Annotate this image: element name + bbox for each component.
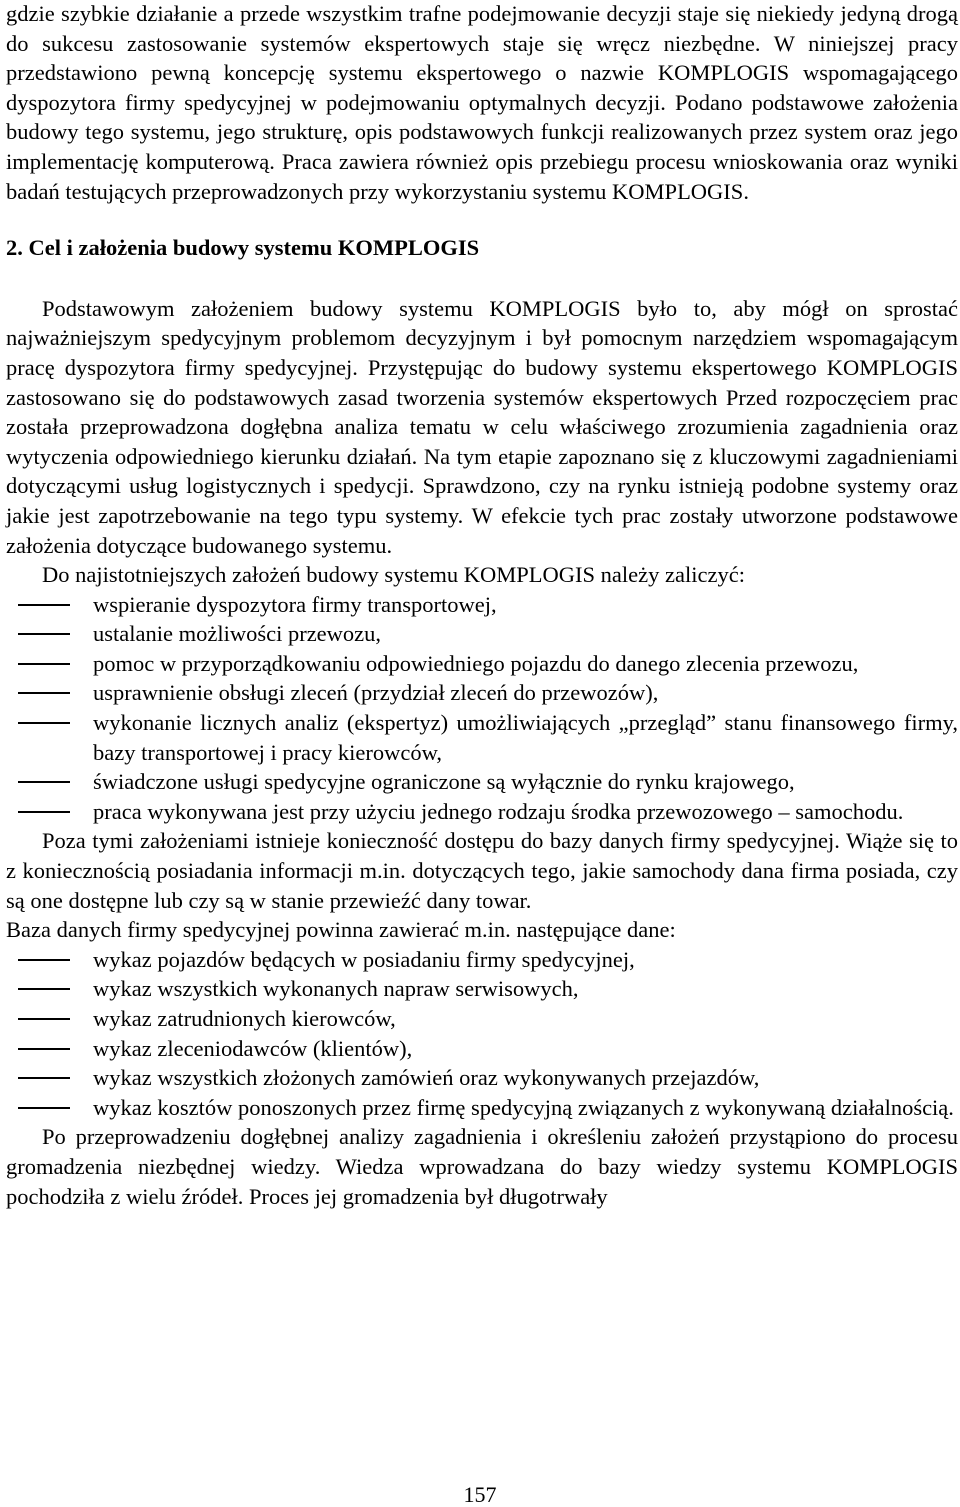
list-item: ustalanie możliwości przewozu, [6, 619, 958, 649]
dash-bullet [18, 1018, 70, 1020]
dash-bullet [18, 1048, 70, 1050]
dash-bullet [18, 663, 70, 665]
list-item: świadczone usługi spedycyjne ograniczone są wyłącznie do rynku krajowego, [6, 767, 958, 797]
dash-bullet [18, 604, 70, 606]
list-item: wykaz zleceniodawców (klientów), [6, 1034, 958, 1064]
dash-bullet [18, 1107, 70, 1109]
body-paragraph: Do najistotniejszych założeń budowy systemu KOMPLOGIS należy zaliczyć: [42, 562, 745, 588]
dash-bullet [18, 692, 70, 694]
list-item: wykaz zatrudnionych kierowców, [6, 1004, 958, 1034]
list-item: pomoc w przyporządkowaniu odpowiedniego pojazdu do danego zlecenia przewozu, [6, 649, 958, 679]
list-item: wykaz pojazdów będących w posiadaniu firmy spedycyjnej, [6, 945, 958, 975]
dash-bullet [18, 781, 70, 783]
assumptions-list [6, 590, 958, 827]
section-heading: 2. Cel i założenia budowy systemu KOMPLOGIS [6, 235, 480, 261]
list-item: wspieranie dyspozytora firmy transportowej, [6, 590, 958, 620]
dash-bullet [18, 959, 70, 961]
dash-bullet [18, 1077, 70, 1079]
list-item: praca wykonywana jest przy użyciu jednego rodzaju środka przewozowego – samochodu. [6, 797, 958, 827]
list-item: wykaz kosztów ponoszonych przez firmę spedycyjną związanych z wykonywaną działalnością. [6, 1093, 958, 1123]
dash-bullet [18, 988, 70, 990]
document-page [6, 0, 958, 1211]
body-paragraph: Po przeprowadzeniu dogłębnej analizy zagadnienia i określeniu założeń przystąpiono do procesu gromadzenia niezbędnej wiedzy. Wiedza wprowadzana do bazy wiedzy systemu KOMPLOGIS pochodziła z wielu źródeł. Proces jej gromadzenia był długotrwały [6, 1124, 958, 1209]
body-paragraph: Baza danych firmy spedycyjnej powinna zawierać m.in. następujące dane: [6, 917, 676, 943]
dash-bullet [18, 722, 70, 724]
page-number: 157 [463, 1482, 497, 1507]
database-items-list [6, 945, 958, 1123]
list-item: usprawnienie obsługi zleceń (przydział zleceń do przewozów), [6, 678, 958, 708]
body-paragraph: Podstawowym założeniem budowy systemu KOMPLOGIS było to, aby mógł on sprostać najważniejszym spedycyjnym problemom decyzyjnym i był pomocnym narzędziem wspomagającym pracę dyspozytora firmy spedycyjnej. Przystępując do budowy systemu ekspertowego KOMPLOGIS zastosowano się do podstawowych zasad tworzenia systemów ekspertowych Przed rozpoczęciem prac została przeprowadzona dogłębna analiza tematu w celu właściwego zrozumienia zagadnienia oraz wytyczenia odpowiedniego kierunku działań. Na tym etapie zapoznano się z kluczowymi zagadnieniami dotyczącymi usług logistycznych i spedycji. Sprawdzono, czy na rynku istnieją podobne systemy oraz jakie jest zapotrzebowanie na tego typu systemy. W efekcie tych prac zostały utworzone podstawowe założenia dotyczące budowanego systemu. [6, 295, 958, 558]
dash-bullet [18, 633, 70, 635]
list-item: wykaz wszystkich złożonych zamówień oraz wykonywanych przejazdów, [6, 1063, 958, 1093]
list-item: wykonanie licznych analiz (ekspertyz) umożliwiających „przegląd” stanu finansowego firmy, bazy transportowej i pracy kierowców, [6, 708, 958, 767]
body-paragraph: Poza tymi założeniami istnieje konieczność dostępu do bazy danych firmy spedycyjnej. Wiąże się to z koniecznością posiadania informacji m.in. dotyczących tego, jakie samochody dana firma posiada, czy są one dostępne lub czy są w stanie przewieźć dany towar. [6, 828, 958, 913]
intro-paragraph: gdzie szybkie działanie a przede wszystkim trafne podejmowanie decyzji staje się niekiedy jedyną drogą do sukcesu zastosowanie systemów ekspertowych staje się wręcz niezbędne. W niniejszej pracy przedstawiono pewną koncepcję systemu ekspertowego o nazwie KOMPLOGIS wspomagającego dyspozytora firmy spedycyjnej w podejmowaniu optymalnych decyzji. Podano podstawowe założenia budowy tego systemu, jego strukturę, opis podstawowych funkcji realizowanych przez system oraz jego implementację komputerową. Praca zawiera również opis przebiegu procesu wnioskowania oraz wyniki badań testujących przeprowadzonych przy wykorzystaniu systemu KOMPLOGIS. [6, 1, 958, 204]
list-item: wykaz wszystkich wykonanych napraw serwisowych, [6, 974, 958, 1004]
dash-bullet [18, 811, 70, 813]
